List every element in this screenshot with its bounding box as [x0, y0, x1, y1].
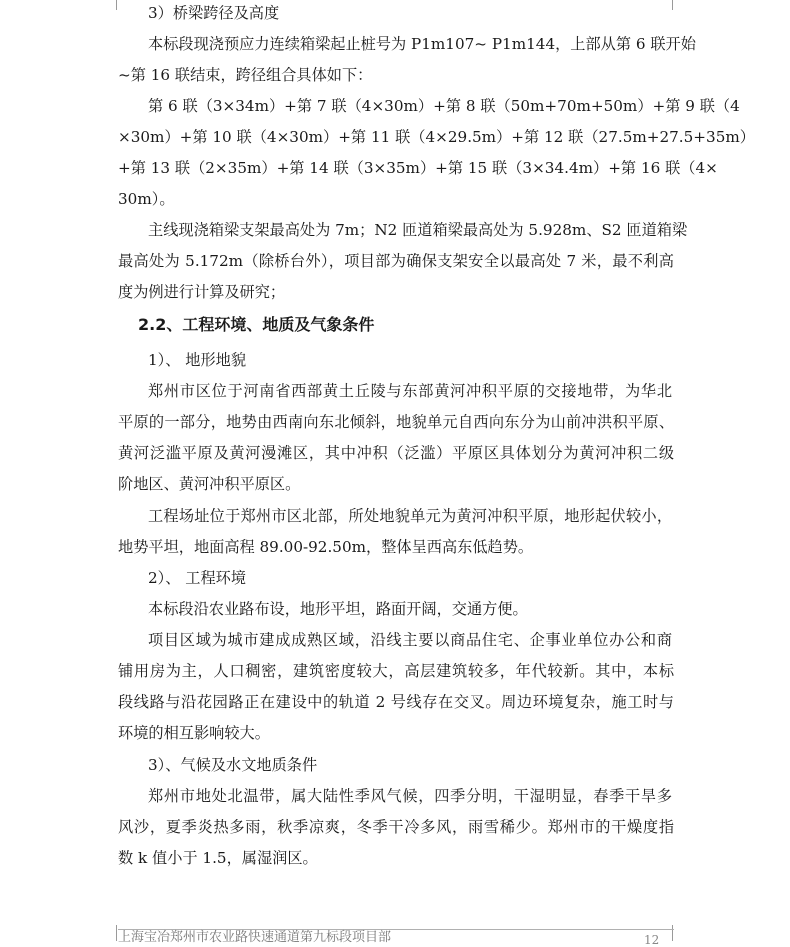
paragraph-line: 本标段沿农业路布设，地形平坦，路面开阔，交通方便。	[148, 600, 528, 618]
paragraph-line: +第 13 联（2×35m）+第 14 联（3×35m）+第 15 联（3×34.4m）+第 16 联（4×	[118, 159, 718, 177]
paragraph-line: 本标段现浇预应力连续箱梁起止桩号为 P1m107~ P1m144，上部从第 6 联开始	[148, 35, 696, 53]
margin-corner-mark	[96, 925, 117, 941]
paragraph-line: 工程场址位于郑州市区北部，所处地貌单元为黄河冲积平原，地形起伏较小，	[148, 507, 672, 525]
paragraph-line: 风沙，夏季炎热多雨，秋季凉爽，冬季干冷多风，雨雪稀少。郑州市的干燥度指	[118, 818, 674, 836]
paragraph-line: 30m）。	[118, 190, 175, 208]
paragraph-line: 地势平坦，地面高程 89.00-92.50m，整体呈西高东低趋势。	[118, 538, 534, 556]
paragraph-line: ×30m）+第 10 联（4×30m）+第 11 联（4×29.5m）+第 12 联（27.5m+27.5+35m）	[118, 128, 755, 146]
paragraph-line: 郑州市地处北温带，属大陆性季风气候，四季分明，干湿明显，春季干旱多	[148, 787, 672, 805]
paragraph-line: 铺用房为主，人口稠密，建筑密度较大，高层建筑较多，年代较新。其中，本标	[118, 662, 674, 680]
footer-text: 上海宝冶郑州市农业路快速通道第九标段项目部	[118, 930, 392, 945]
paragraph-line: 主线现浇箱梁支架最高处为 7m；N2 匝道箱梁最高处为 5.928m、S2 匝道箱梁	[148, 221, 688, 239]
margin-corner-mark	[672, 925, 693, 941]
paragraph-line: 第 6 联（3×34m）+第 7 联（4×30m）+第 8 联（50m+70m+50m）+第 9 联（4	[148, 97, 740, 115]
page-number: 12	[644, 933, 660, 947]
paragraph-line: 阶地区、黄河冲积平原区。	[118, 475, 301, 493]
sub-heading: 2）、 工程环境	[148, 569, 247, 587]
paragraph-line: ~第 16 联结束，跨径组合具体如下：	[118, 66, 373, 84]
margin-corner-mark	[96, 0, 117, 10]
paragraph-line: 项目区域为城市建成成熟区域，沿线主要以商品住宅、企事业单位办公和商	[148, 631, 672, 649]
sub-heading: 3）桥梁跨径及高度	[148, 4, 280, 22]
sub-heading: 3）、气候及水文地质条件	[148, 756, 318, 774]
paragraph-line: 数 k 值小于 1.5，属湿润区。	[118, 849, 318, 867]
paragraph-line: 黄河泛滥平原及黄河漫滩区，其中冲积（泛滥）平原区具体划分为黄河冲积二级	[118, 444, 674, 462]
paragraph-line: 度为例进行计算及研究；	[118, 283, 286, 301]
paragraph-line: 环境的相互影响较大。	[118, 724, 270, 742]
paragraph-line: 郑州市区位于河南省西部黄土丘陵与东部黄河冲积平原的交接地带，为华北	[148, 382, 672, 400]
paragraph-line: 最高处为 5.172m（除桥台外），项目部为确保支架安全以最高处 7 米，最不利高	[118, 252, 674, 270]
paragraph-line: 平原的一部分，地势由西南向东北倾斜，地貌单元自西向东分为山前冲洪积平原、	[118, 413, 674, 431]
sub-heading: 1）、 地形地貌	[148, 351, 247, 369]
section-title: 2.2、工程环境、地质及气象条件	[138, 315, 375, 334]
paragraph-line: 段线路与沿花园路正在建设中的轨道 2 号线存在交叉。周边环境复杂，施工时与	[118, 693, 674, 711]
